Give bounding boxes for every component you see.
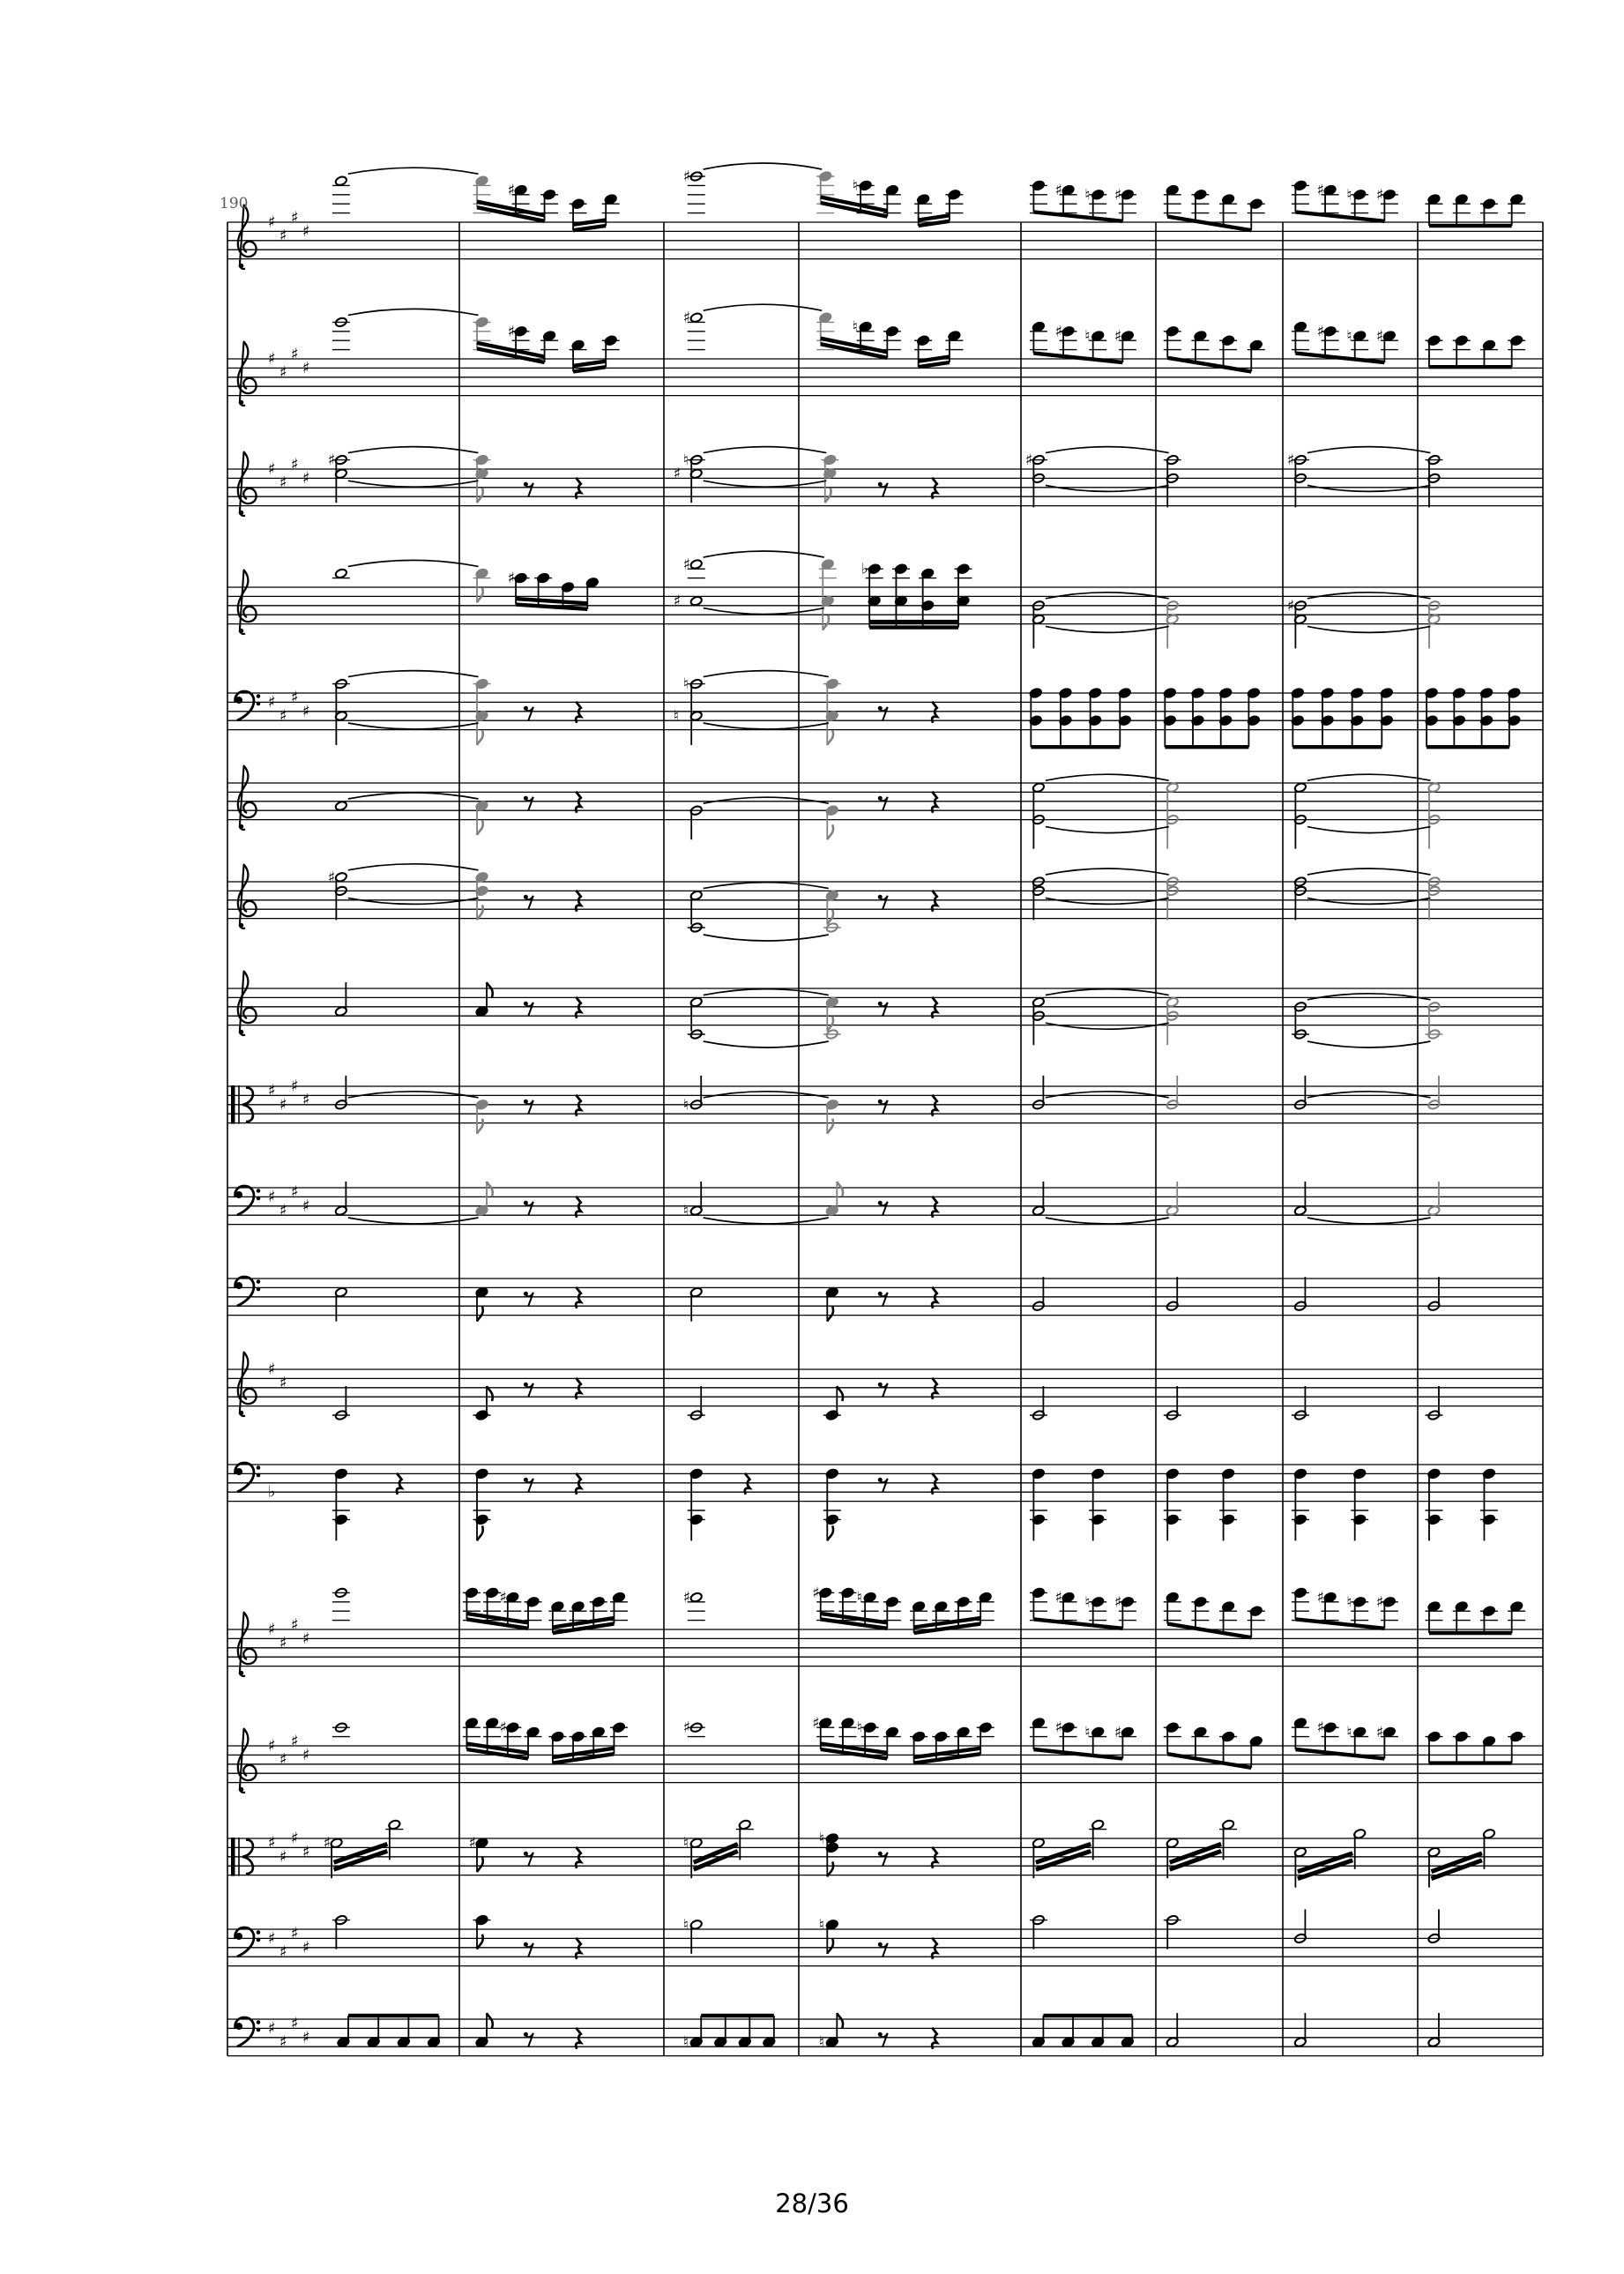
svg-text:♮: ♮ <box>1346 327 1352 346</box>
svg-text:♯: ♯ <box>268 212 276 232</box>
svg-text:♯: ♯ <box>268 1833 276 1853</box>
svg-text:♭: ♭ <box>860 560 868 578</box>
svg-text:♯: ♯ <box>468 1834 476 1853</box>
svg-text:♮: ♮ <box>682 675 689 694</box>
svg-text:♮: ♮ <box>818 1830 824 1848</box>
svg-text:♯: ♯ <box>1054 182 1062 200</box>
svg-text:♯: ♯ <box>268 2018 276 2038</box>
measure-number-label: 190 <box>220 195 249 212</box>
staff-7 <box>227 864 1543 941</box>
svg-text:♮: ♮ <box>1084 1723 1091 1741</box>
svg-text:♯: ♯ <box>499 1719 507 1737</box>
svg-text:♯: ♯ <box>812 1584 820 1602</box>
svg-text:♯: ♯ <box>327 451 336 470</box>
svg-text:♯: ♯ <box>268 459 276 479</box>
staff-10 <box>227 1182 1543 1225</box>
svg-text:♮: ♮ <box>682 1834 689 1853</box>
svg-text:♯: ♯ <box>268 692 276 712</box>
svg-text:♮: ♮ <box>1084 1593 1091 1612</box>
svg-text:♯: ♯ <box>1316 182 1324 200</box>
svg-text:♯: ♯ <box>268 349 276 369</box>
svg-text:♯: ♯ <box>279 2032 287 2052</box>
svg-text:♮: ♮ <box>856 1719 862 1737</box>
svg-text:♯: ♯ <box>291 1615 299 1635</box>
svg-text:♮: ♮ <box>673 707 679 726</box>
svg-text:♯: ♯ <box>279 1942 287 1962</box>
svg-text:♯: ♯ <box>279 363 287 383</box>
svg-text:♯: ♯ <box>682 309 690 327</box>
staff-18 <box>227 2013 1543 2056</box>
svg-text:♯: ♯ <box>1316 323 1324 341</box>
svg-text:♯: ♯ <box>268 1928 276 1948</box>
staff-17 <box>227 1909 1543 1965</box>
svg-text:♯: ♯ <box>302 1745 310 1764</box>
svg-text:♯: ♯ <box>279 473 287 493</box>
svg-text:♯: ♯ <box>279 1374 287 1393</box>
svg-text:♯: ♯ <box>673 593 681 611</box>
svg-text:♯: ♯ <box>291 2014 299 2033</box>
svg-text:♯: ♯ <box>673 465 681 483</box>
svg-text:♯: ♯ <box>812 1714 820 1733</box>
svg-text:♮: ♮ <box>852 176 858 195</box>
staff-13 <box>227 1463 1543 1540</box>
svg-text:♮: ♮ <box>1084 327 1091 346</box>
svg-text:♯: ♯ <box>1054 323 1062 341</box>
svg-text:♯: ♯ <box>1316 1719 1324 1737</box>
svg-text:♮: ♮ <box>682 451 689 470</box>
svg-text:♯: ♯ <box>268 1736 276 1756</box>
svg-text:♯: ♯ <box>291 1077 299 1096</box>
svg-text:♯: ♯ <box>1286 597 1295 615</box>
svg-text:♯: ♯ <box>279 1847 287 1867</box>
svg-text:♯: ♯ <box>1286 451 1295 470</box>
svg-text:♯: ♯ <box>499 1589 507 1607</box>
svg-text:♯: ♯ <box>291 1732 299 1751</box>
svg-text:♯: ♯ <box>682 168 690 186</box>
svg-text:♮: ♮ <box>1346 1723 1352 1741</box>
barlines <box>227 222 1543 2056</box>
svg-text:♯: ♯ <box>302 1091 310 1110</box>
svg-text:♯: ♯ <box>507 323 515 341</box>
svg-text:♯: ♯ <box>1054 1589 1062 1607</box>
staff-4 <box>227 551 1543 648</box>
svg-text:♮: ♮ <box>1346 186 1352 205</box>
staff-16 <box>227 1819 1543 1887</box>
svg-text:♯: ♯ <box>323 1834 331 1853</box>
svg-text:♮: ♮ <box>1346 1593 1352 1612</box>
svg-text:♯: ♯ <box>682 555 690 574</box>
svg-text:♯: ♯ <box>279 1095 287 1115</box>
svg-text:♯: ♯ <box>302 1629 310 1648</box>
svg-text:♯: ♯ <box>1024 451 1033 470</box>
svg-text:♮: ♮ <box>682 1916 689 1935</box>
svg-text:♯: ♯ <box>1375 1723 1384 1741</box>
staff-9 <box>227 1076 1543 1134</box>
svg-text:♯: ♯ <box>1054 1719 1062 1737</box>
svg-text:♮: ♮ <box>682 1202 689 1220</box>
svg-text:♯: ♯ <box>268 1187 276 1206</box>
staff-6 <box>227 765 1543 849</box>
svg-text:♯: ♯ <box>1114 327 1122 346</box>
svg-text:♯: ♯ <box>1375 327 1384 346</box>
svg-text:♯: ♯ <box>279 1750 287 1770</box>
svg-text:♯: ♯ <box>302 1938 310 1957</box>
svg-text:♯: ♯ <box>279 1201 287 1220</box>
staff-8 <box>227 971 1543 1048</box>
svg-text:♮: ♮ <box>682 1096 689 1115</box>
svg-text:♯: ♯ <box>1114 1723 1122 1741</box>
svg-text:♯: ♯ <box>302 221 310 241</box>
svg-text:♮: ♮ <box>818 2033 824 2052</box>
svg-text:♯: ♯ <box>682 1719 690 1737</box>
svg-text:♯: ♯ <box>291 208 299 227</box>
svg-text:♯: ♯ <box>291 1829 299 1848</box>
page-number: 28/36 <box>775 2188 849 2218</box>
svg-text:♮: ♮ <box>852 318 858 337</box>
svg-text:♯: ♯ <box>302 2028 310 2047</box>
staff-12 <box>227 1352 1543 1420</box>
staff-15 <box>227 1715 1543 1793</box>
svg-text:♯: ♯ <box>682 1589 690 1607</box>
svg-text:♯: ♯ <box>279 1634 287 1653</box>
svg-text:♯: ♯ <box>291 455 299 474</box>
svg-text:♯: ♯ <box>279 706 287 726</box>
staff-14 <box>227 1584 1543 1676</box>
svg-text:♯: ♯ <box>1375 1593 1384 1612</box>
svg-text:♯: ♯ <box>268 1620 276 1639</box>
svg-text:♯: ♯ <box>302 358 310 377</box>
svg-text:♯: ♯ <box>1375 186 1384 205</box>
svg-text:♯: ♯ <box>291 1182 299 1202</box>
svg-text:♯: ♯ <box>268 1081 276 1100</box>
svg-text:♯: ♯ <box>302 1197 310 1216</box>
svg-text:♯: ♯ <box>291 1924 299 1943</box>
staff-3 <box>227 447 1543 516</box>
svg-text:♯: ♯ <box>507 182 515 200</box>
svg-text:♯: ♯ <box>279 227 287 246</box>
svg-text:♯: ♯ <box>1114 1593 1122 1612</box>
svg-text:♯: ♯ <box>302 702 310 721</box>
svg-text:♯: ♯ <box>291 345 299 364</box>
svg-text:♯: ♯ <box>291 688 299 707</box>
svg-text:♮: ♮ <box>818 1916 824 1935</box>
svg-text:♯: ♯ <box>1316 1589 1324 1607</box>
svg-text:♯: ♯ <box>302 1843 310 1862</box>
svg-text:♮: ♮ <box>1084 186 1091 205</box>
svg-text:♯: ♯ <box>302 468 310 488</box>
svg-text:♯: ♯ <box>507 570 515 588</box>
staff-2 <box>227 304 1543 406</box>
svg-text:♮: ♮ <box>682 2033 689 2052</box>
staff-11 <box>227 1277 1543 1322</box>
staff-5 <box>227 671 1543 748</box>
staff-1 <box>227 163 1543 269</box>
svg-text:♯: ♯ <box>327 869 336 887</box>
svg-text:♯: ♯ <box>1114 186 1122 205</box>
svg-text:♭: ♭ <box>268 1482 276 1502</box>
svg-text:♯: ♯ <box>268 1360 276 1379</box>
svg-text:♮: ♮ <box>856 1589 862 1607</box>
